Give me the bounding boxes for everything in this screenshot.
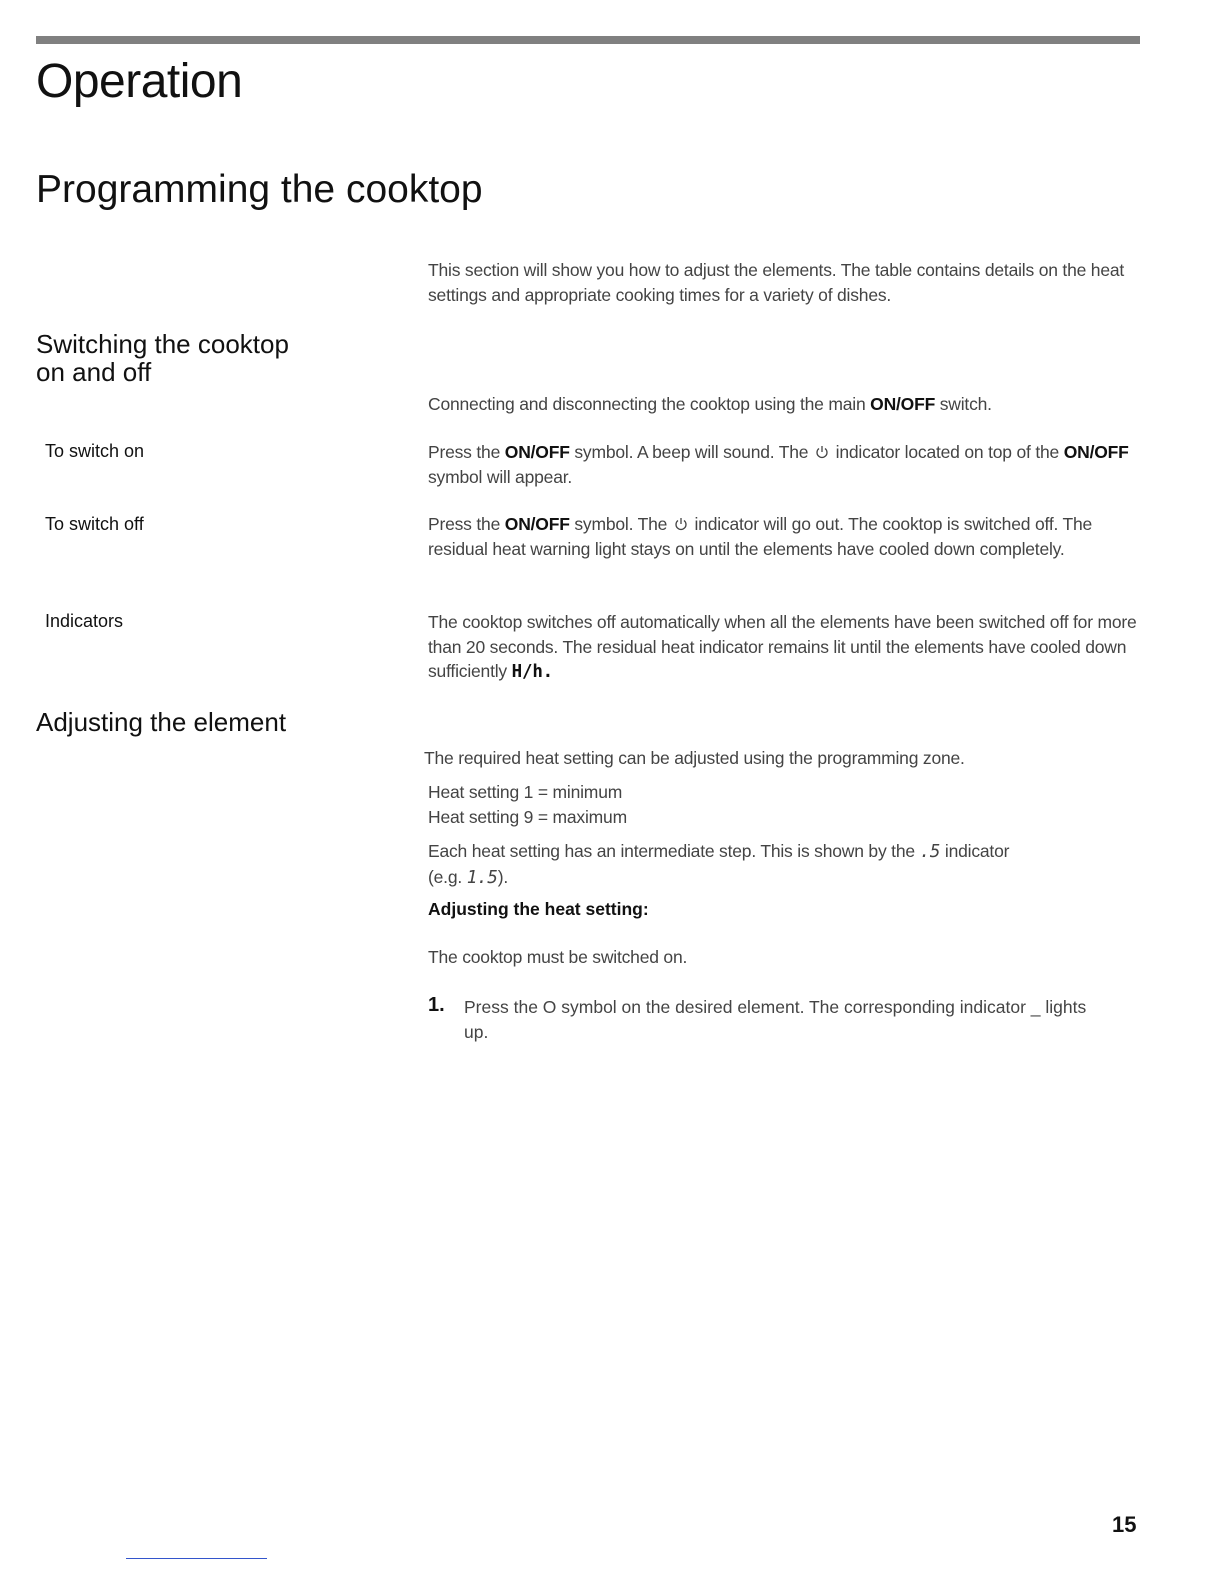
- step-1-text: Press the O symbol on the desired element. The corresponding indicator _ lights up.: [464, 997, 1087, 1042]
- example-symbol: 1.5: [466, 867, 498, 888]
- switching-heading-line1: Switching the cooktop: [36, 329, 289, 359]
- switch-off-b1: ON/OFF: [504, 514, 570, 534]
- switch-off-p3: indicator will go out. The cooktop is switched off. The residual heat warning light stays on until the elements have cooled down completely.: [428, 514, 1093, 559]
- switch-on-p2: symbol. A beep will sound. The: [569, 442, 813, 462]
- heat-max: Heat setting 9 = maximum: [428, 806, 627, 827]
- section-intro: This section will show you how to adjust the elements. The table contains details on the heat settings and appropriate cooking times for a variety of dishes.: [428, 260, 1125, 305]
- switch-on-label: To switch on: [45, 441, 145, 461]
- onoff-label: ON/OFF: [870, 394, 936, 414]
- switch-on-p3: indicator located on top of the: [831, 442, 1064, 462]
- switch-off-label: To switch off: [45, 514, 144, 534]
- intermediate-a: Each heat setting has an intermediate step. This is shown by the: [428, 841, 920, 861]
- adjusting-intro: The required heat setting can be adjusted using the programming zone.: [424, 748, 965, 768]
- intermediate-step: [428, 839, 1143, 890]
- power-icon: [674, 517, 688, 531]
- indicators-label: Indicators: [45, 611, 124, 631]
- switching-heading: [36, 330, 289, 386]
- heat-range: [428, 780, 1143, 829]
- step-1-number: 1.: [428, 994, 445, 1016]
- switch-on-text: [428, 440, 1143, 489]
- footer-link-rule: [126, 1558, 267, 1559]
- top-rule: [36, 36, 1140, 44]
- adjusting-subheading: Adjusting the heat setting:: [428, 899, 649, 919]
- power-icon: [815, 445, 829, 459]
- intermediate-d: ).: [497, 866, 508, 887]
- indicators-body: The cooktop switches off automatically when all the elements have been switched off for more than 20 seconds. The residual heat indicator remains lit until the elements have cooled down sufficiently: [428, 612, 1137, 681]
- switch-off-text: [428, 512, 1143, 561]
- intermediate-b: indicator: [940, 841, 1010, 861]
- residual-heat-symbol: H/h.: [511, 662, 553, 682]
- switching-intro-post: switch.: [935, 394, 992, 414]
- switch-on-b1: ON/OFF: [504, 442, 570, 462]
- switching-intro: [428, 392, 1143, 417]
- page-number: 15: [1112, 1512, 1137, 1537]
- switch-off-p2: symbol. The: [569, 514, 672, 534]
- switch-on-p1: Press the: [428, 442, 505, 462]
- switch-on-b2: ON/OFF: [1063, 442, 1129, 462]
- intermediate-c: (e.g.: [428, 866, 467, 887]
- page-title: Operation: [36, 55, 243, 108]
- half-step-symbol: .5: [919, 842, 941, 862]
- indicators-text: [428, 610, 1143, 685]
- heat-min: Heat setting 1 = minimum: [428, 782, 623, 802]
- switch-off-p1: Press the: [428, 514, 505, 534]
- precondition: The cooktop must be switched on.: [428, 947, 688, 967]
- switching-heading-line2: on and off: [36, 357, 152, 387]
- switching-intro-pre: Connecting and disconnecting the cooktop using the main: [428, 394, 871, 414]
- section-title: Programming the cooktop: [36, 168, 483, 211]
- switch-on-p4: symbol will appear.: [428, 466, 573, 487]
- adjusting-heading: Adjusting the element: [36, 707, 287, 737]
